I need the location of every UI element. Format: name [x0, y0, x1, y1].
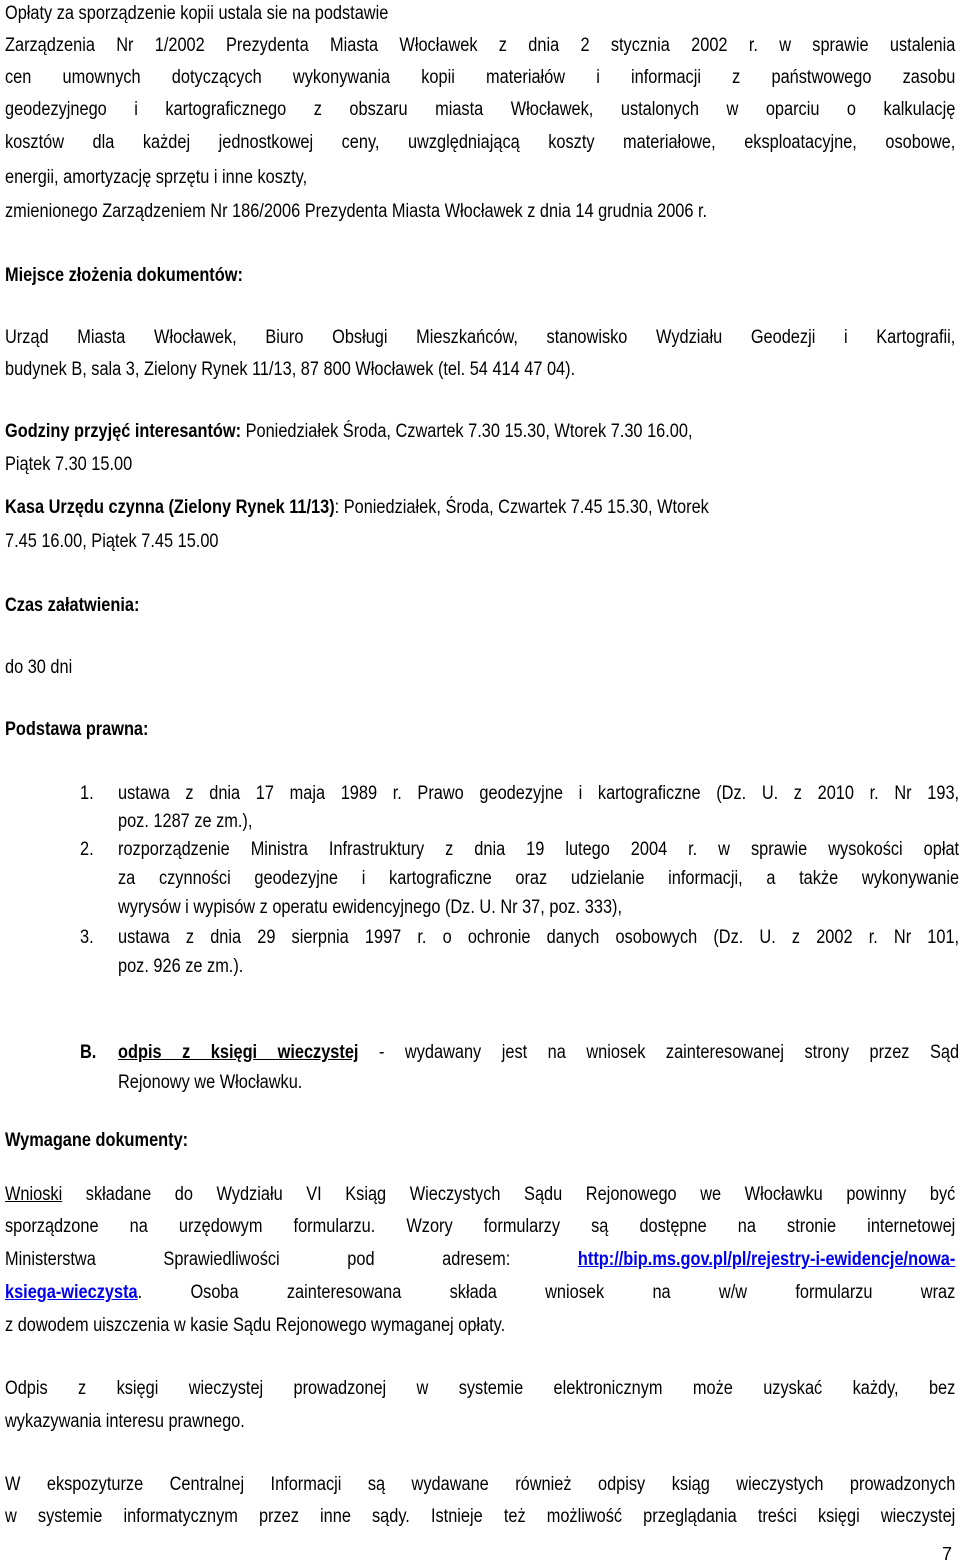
fees-line-6: energii, amortyzację sprzętu i inne koszty, — [5, 167, 308, 188]
section-b-text-1: - wydawany jest na wniosek zainteresowanej strony przez Sąd — [358, 1042, 960, 1063]
branch-line-1: W ekspozyturze Centralnej Informacji są wydawane również odpisy ksiąg wieczystych prowadzonych — [5, 1474, 956, 1495]
section-b-line-1 — [118, 1041, 959, 1065]
time-heading: Czas załatwienia: — [5, 595, 140, 616]
legal-item-3-line-1: ustawa z dnia 29 sierpnia 1997 r. o ochronie danych osobowych (Dz. U. z 2002 r. Nr 101, — [118, 927, 960, 948]
ms-gov-link-part-1[interactable]: http://bip.ms.gov.pl/pl/rejestry-i-ewidencje/nowa- — [577, 1249, 956, 1270]
fees-line-1: Opłaty za sporządzenie kopii ustala sie na podstawie — [5, 3, 389, 24]
place-line-1: Urząd Miasta Włocławek, Biuro Obsługi Mieszkańców, stanowisko Wydziału Geodezji i Kartografii, — [5, 327, 956, 348]
page-number: 7 — [941, 1544, 952, 1564]
required-line-3 — [5, 1248, 955, 1272]
legal-item-1-line-2: poz. 1287 ze zm.), — [118, 811, 253, 832]
section-b-line-2: Rejonowy we Włocławku. — [118, 1072, 303, 1093]
place-line-2: budynek B, sala 3, Zielony Rynek 11/13, 87 800 Włocławek (tel. 54 414 47 04). — [5, 359, 576, 380]
fees-line-5: kosztów dla każdej jednostkowej ceny, uwzględniającą koszty materiałowe, eksploatacyjne, osobowe, — [5, 132, 956, 153]
cash-text-1: : Poniedziałek, Środa, Czwartek 7.45 15.30, Wtorek — [334, 497, 709, 518]
cash-line-2: 7.45 16.00, Piątek 7.45 15.00 — [5, 531, 219, 552]
required-line-1-text: składane do Wydziału VI Ksiąg Wieczystych Sądu Rejonowego we Włocławku powinny być — [62, 1184, 956, 1205]
legal-item-3-line-2: poz. 926 ze zm.). — [118, 956, 244, 977]
fees-line-4: geodezyjnego i kartograficznego z obszaru miasta Włocławek, ustalonych w oparciu o kalkulację — [5, 99, 956, 120]
required-line-4 — [5, 1281, 955, 1305]
hours-label: Godziny przyjęć interesantów: — [5, 421, 242, 442]
wnioski-link[interactable]: Wnioski — [5, 1184, 63, 1205]
required-heading: Wymagane dokumenty: — [5, 1130, 189, 1151]
section-b-title: odpis z księgi wieczystej — [118, 1042, 359, 1063]
fees-line-2: Zarządzenia Nr 1/2002 Prezydenta Miasta Włocławek z dnia 2 stycznia 2002 r. w sprawie ustalenia — [5, 35, 956, 56]
legal-item-2-number: 2. — [80, 839, 94, 860]
cash-label: Kasa Urzędu czynna (Zielony Rynek 11/13) — [5, 497, 335, 518]
section-b-letter: B. — [80, 1042, 97, 1063]
fees-line-7: zmienionego Zarządzeniem Nr 186/2006 Prezydenta Miasta Włocławek z dnia 14 grudnia 2006 r. — [5, 201, 708, 222]
electronic-line-2: wykazywania interesu prawnego. — [5, 1411, 245, 1432]
legal-heading: Podstawa prawna: — [5, 719, 149, 740]
ms-gov-link-part-2[interactable]: ksiega-wieczysta — [5, 1282, 138, 1303]
cash-line-1 — [5, 496, 822, 520]
hours-text-1: Poniedziałek Środa, Czwartek 7.30 15.30, Wtorek 7.30 16.00, — [241, 421, 693, 442]
required-line-1 — [5, 1183, 955, 1207]
required-line-3-text: Ministerstwa Sprawiedliwości pod adresem: — [5, 1249, 578, 1270]
electronic-line-1: Odpis z księgi wieczystej prowadzonej w systemie elektronicznym może uzyskać każdy, bez — [5, 1378, 956, 1399]
required-line-5: z dowodem uiszczenia w kasie Sądu Rejonowego wymaganej opłaty. — [5, 1315, 506, 1336]
hours-line-2: Piątek 7.30 15.00 — [5, 454, 133, 475]
place-heading: Miejsce złożenia dokumentów: — [5, 265, 243, 286]
legal-item-2-line-2: za czynności geodezyjne i kartograficzne oraz udzielanie informacji, a także wykonywanie — [118, 868, 960, 889]
legal-item-2-line-1: rozporządzenie Ministra Infrastruktury z dnia 19 lutego 2004 r. w sprawie wysokości opłat — [118, 839, 960, 860]
time-value: do 30 dni — [5, 657, 73, 678]
legal-item-2-line-3: wyrysów i wypisów z operatu ewidencyjnego (Dz. U. Nr 37, poz. 333), — [118, 897, 623, 918]
hours-line-1 — [5, 420, 822, 444]
legal-item-1-line-1: ustawa z dnia 17 maja 1989 r. Prawo geodezyjne i kartograficzne (Dz. U. z 2010 r. Nr 193, — [118, 783, 960, 804]
branch-line-2: w systemie informatycznym przez inne sądy. Istnieje też możliwość przeglądania treści księgi wieczystej — [5, 1506, 956, 1527]
required-line-4-text: . Osoba zainteresowana składa wniosek na w/w formularzu wraz — [137, 1282, 956, 1303]
fees-line-3: cen umownych dotyczących wykonywania kopii materiałów i informacji z państwowego zasobu — [5, 67, 956, 88]
legal-item-3-number: 3. — [80, 927, 94, 948]
legal-item-1-number: 1. — [80, 783, 94, 804]
required-line-2: sporządzone na urzędowym formularzu. Wzory formularzy są dostępne na stronie internetowej — [5, 1216, 956, 1237]
